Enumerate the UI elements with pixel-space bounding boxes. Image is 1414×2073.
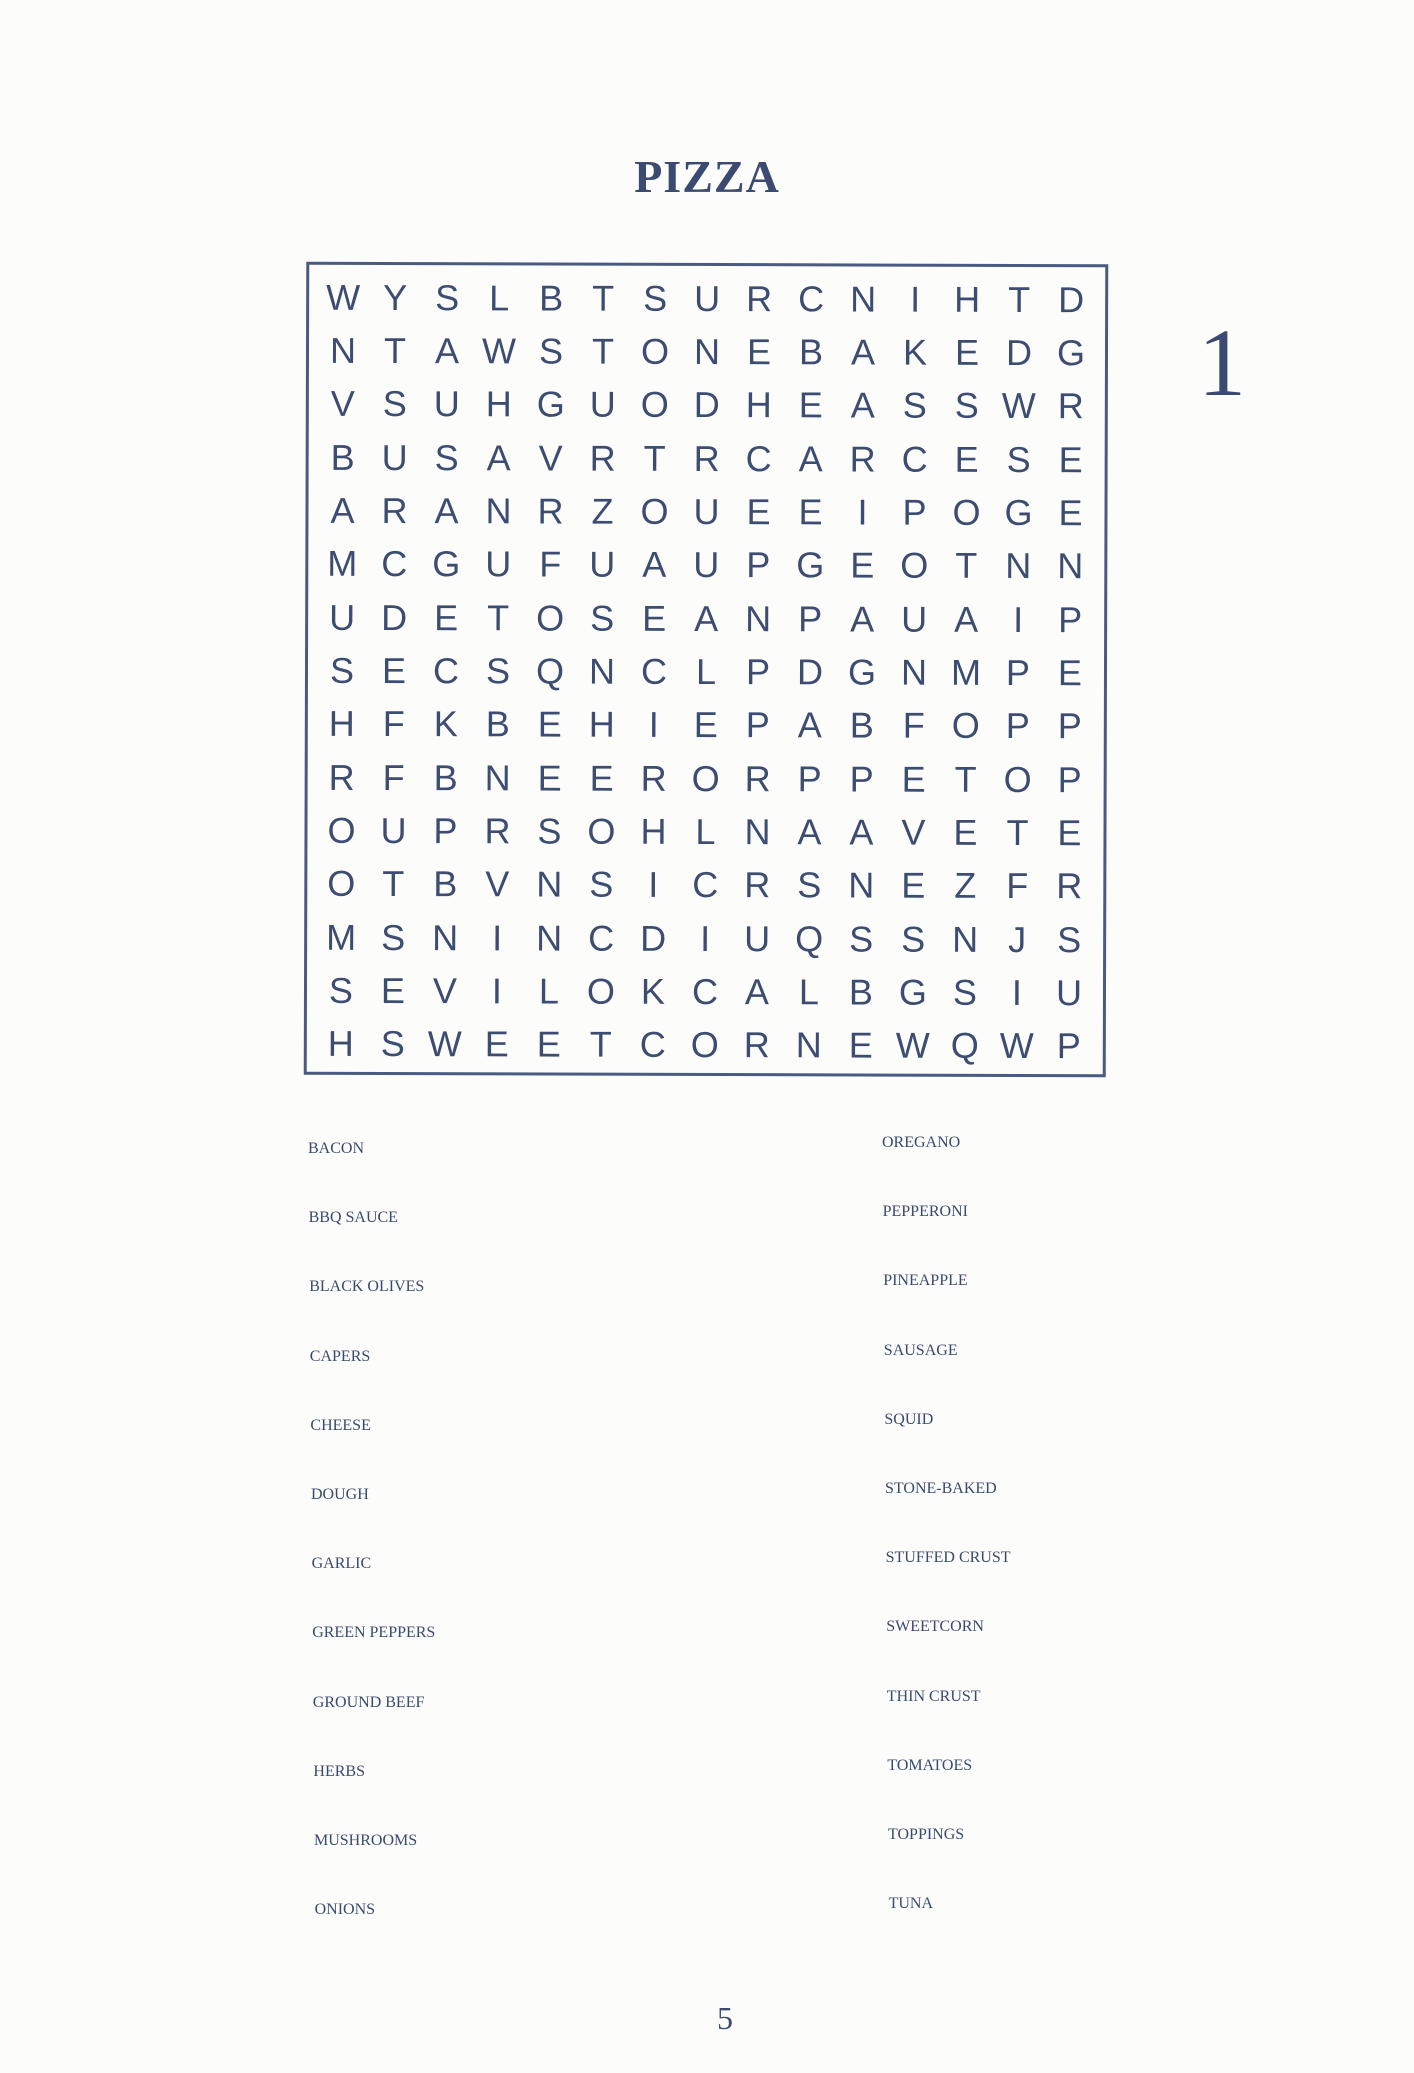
word-list-item: ONIONS — [314, 1901, 376, 1919]
grid-letter: R — [1057, 385, 1084, 427]
grid-letter: L — [695, 650, 717, 693]
grid-letter: D — [1005, 331, 1033, 374]
grid-letter: U — [901, 598, 928, 640]
grid-letter: E — [642, 597, 667, 639]
grid-letter: N — [1057, 545, 1084, 587]
grid-letter: H — [485, 383, 512, 425]
grid-letter: O — [327, 809, 356, 851]
grid-letter: I — [648, 864, 659, 906]
grid-letter: B — [798, 331, 824, 373]
grid-letter: R — [849, 438, 876, 480]
grid-letter: G — [536, 383, 565, 425]
grid-letter: C — [798, 277, 825, 320]
grid-letter: N — [745, 597, 772, 639]
grid-letter: B — [330, 436, 355, 478]
grid-letter: D — [1058, 278, 1085, 320]
grid-letter: T — [382, 863, 405, 905]
grid-letter: N — [900, 651, 928, 693]
grid-letter: P — [1057, 758, 1082, 800]
grid-letter: A — [434, 330, 460, 372]
grid-letter: N — [536, 917, 563, 959]
grid-letter: H — [588, 703, 615, 746]
grid-letter: U — [380, 809, 407, 852]
grid-letter: R — [484, 810, 511, 852]
grid-letter: E — [1058, 492, 1083, 534]
grid-letter: S — [537, 810, 562, 852]
grid-letter: E — [1057, 652, 1083, 694]
grid-letter: E — [798, 491, 823, 533]
grid-letter: F — [902, 704, 925, 747]
grid-letter: O — [640, 384, 669, 426]
grid-letter: H — [954, 278, 981, 320]
grid-letter: S — [643, 277, 668, 319]
word-list-item: THIN CRUST — [886, 1687, 981, 1705]
grid-letter: M — [327, 543, 358, 585]
grid-letter: N — [952, 918, 979, 960]
grid-letter: P — [798, 597, 823, 640]
grid-letter: O — [952, 491, 981, 533]
grid-letter: B — [485, 703, 510, 745]
grid-letter: N — [693, 330, 721, 373]
grid-letter: F — [382, 756, 405, 798]
grid-letter: T — [591, 330, 615, 372]
grid-letter: U — [1055, 972, 1083, 1014]
grid-letter: N — [1005, 545, 1032, 587]
grid-letter: E — [1058, 438, 1083, 480]
grid-letter: C — [432, 650, 460, 692]
grid-letter: E — [798, 384, 823, 426]
grid-letter: H — [328, 703, 355, 745]
grid-letter: N — [848, 864, 875, 906]
grid-letter: D — [381, 596, 408, 638]
letter-grid — [315, 271, 1098, 1073]
grid-letter: H — [327, 1023, 354, 1065]
grid-letter: P — [746, 544, 771, 586]
grid-letter: B — [849, 704, 874, 746]
grid-letter: R — [1056, 865, 1083, 907]
grid-letter: E — [746, 331, 772, 373]
grid-letter: S — [901, 918, 926, 960]
grid-letter: T — [487, 596, 510, 639]
grid-letter: W — [326, 276, 361, 318]
grid-letter: P — [1057, 705, 1082, 747]
word-list-item: CHEESE — [310, 1416, 371, 1434]
grid-letter: A — [797, 704, 822, 746]
grid-letter: R — [744, 864, 771, 906]
grid-letter: K — [433, 703, 458, 745]
grid-letter: P — [433, 810, 458, 852]
grid-letter: N — [485, 490, 512, 532]
grid-letter: B — [433, 863, 458, 905]
grid-letter: O — [951, 705, 980, 747]
grid-letter: D — [796, 651, 824, 693]
grid-letter: I — [910, 278, 921, 320]
grid-letter: S — [849, 918, 874, 960]
grid-letter: A — [330, 489, 355, 531]
word-list-item: STUFFED CRUST — [885, 1549, 1011, 1567]
grid-letter: L — [798, 971, 820, 1013]
page-number: 5 — [717, 2000, 733, 2036]
grid-letter: E — [693, 704, 718, 746]
grid-letter: H — [745, 384, 772, 426]
grid-letter: T — [954, 758, 977, 800]
word-list-item: STONE-BAKED — [885, 1480, 997, 1497]
grid-letter: R — [589, 437, 616, 479]
grid-letter: U — [694, 277, 721, 319]
grid-letter: P — [1005, 705, 1030, 747]
grid-letter: T — [1008, 278, 1031, 320]
grid-letter: N — [484, 756, 511, 799]
word-list-item: SQUID — [884, 1410, 934, 1428]
grid-letter: I — [492, 916, 503, 959]
grid-letter: C — [381, 543, 408, 585]
grid-letter: N — [744, 811, 771, 853]
grid-letter: E — [850, 544, 875, 586]
grid-letter: W — [895, 1024, 930, 1067]
grid-letter: K — [902, 331, 928, 373]
grid-letter: S — [538, 330, 564, 372]
word-list-item: OREGANO — [882, 1134, 961, 1151]
grid-letter: N — [850, 278, 877, 320]
word-list-item: PEPPERONI — [882, 1203, 968, 1221]
grid-letter: P — [902, 491, 927, 533]
grid-letter: A — [694, 597, 719, 639]
grid-letter: C — [640, 650, 668, 692]
grid-letter: P — [1005, 651, 1031, 694]
grid-letter: C — [639, 1024, 666, 1066]
grid-letter: R — [744, 757, 771, 799]
grid-letter: B — [539, 277, 564, 319]
grid-letter: S — [952, 971, 978, 1013]
grid-letter: G — [898, 971, 928, 1013]
grid-letter: E — [537, 757, 562, 799]
grid-letter: Q — [950, 1025, 979, 1067]
grid-letter: L — [538, 970, 560, 1012]
grid-letter: S — [328, 969, 354, 1011]
puzzle-number: 1 — [1198, 309, 1246, 416]
grid-letter: E — [746, 491, 771, 533]
grid-letter: R — [381, 489, 408, 532]
word-list-item: BACON — [308, 1140, 365, 1157]
word-list-item: BBQ SAUCE — [308, 1209, 398, 1227]
grid-letter: G — [796, 544, 825, 586]
grid-letter: O — [327, 863, 356, 905]
grid-letter: G — [847, 651, 877, 693]
grid-letter: W — [999, 1025, 1034, 1067]
grid-letter: E — [954, 438, 979, 480]
grid-letter: R — [640, 757, 667, 799]
grid-letter: S — [434, 436, 459, 478]
grid-letter: E — [901, 758, 926, 800]
grid-letter: I — [1013, 598, 1024, 640]
grid-letter: C — [588, 917, 615, 959]
grid-letter: O — [1003, 758, 1032, 800]
grid-letter: S — [590, 597, 615, 639]
grid-letter: A — [849, 811, 874, 853]
grid-letter: S — [797, 864, 822, 906]
grid-letter: E — [536, 1023, 561, 1065]
grid-letter: R — [743, 1024, 770, 1066]
grid-letter: A — [850, 384, 875, 426]
grid-letter: E — [484, 1023, 509, 1065]
word-list-item: GROUND BEEF — [312, 1693, 425, 1711]
word-list-item: HERBS — [313, 1762, 365, 1780]
word-list-item: TUNA — [888, 1895, 934, 1913]
grid-letter: G — [1056, 332, 1086, 374]
grid-letter: S — [381, 916, 406, 958]
grid-letter: N — [795, 1024, 822, 1066]
grid-letter: A — [797, 811, 822, 853]
grid-letter: N — [588, 650, 616, 692]
grid-letter: V — [538, 437, 563, 479]
grid-letter: P — [745, 704, 770, 746]
word-search-grid — [304, 262, 1109, 1078]
grid-letter: T — [589, 1023, 612, 1066]
grid-letter: G — [1004, 491, 1033, 534]
grid-letter: P — [1058, 598, 1083, 640]
word-list-item: MUSHROOMS — [314, 1832, 418, 1849]
grid-letter: V — [432, 970, 458, 1012]
grid-letter: O — [900, 544, 929, 587]
word-list-item: GARLIC — [311, 1555, 372, 1573]
grid-letter: E — [434, 596, 459, 638]
page-title: PIZZA — [634, 151, 780, 202]
grid-letter: O — [640, 330, 670, 372]
grid-letter: C — [692, 864, 719, 906]
word-list-item: CAPERS — [309, 1347, 371, 1365]
grid-letter: J — [1008, 918, 1027, 960]
grid-letter: T — [383, 329, 407, 372]
grid-letter: T — [592, 277, 615, 319]
grid-letter: F — [1006, 865, 1029, 907]
grid-letter: E — [901, 864, 926, 907]
grid-letter: U — [693, 490, 720, 533]
grid-letter: U — [485, 543, 512, 585]
word-list-item: SWEETCORN — [886, 1618, 984, 1636]
grid-letter: B — [433, 756, 458, 798]
grid-letter: W — [1001, 385, 1036, 427]
grid-letter: A — [850, 331, 876, 373]
grid-letter: A — [850, 598, 875, 640]
grid-letter: I — [700, 917, 711, 959]
grid-letter: D — [640, 917, 667, 959]
grid-letter: S — [435, 276, 460, 318]
grid-letter: S — [902, 384, 927, 427]
grid-letter: Q — [535, 650, 565, 692]
grid-letter: P — [849, 758, 874, 800]
word-list-item: TOMATOES — [887, 1756, 973, 1774]
grid-letter: Y — [383, 276, 408, 318]
grid-letter: Z — [954, 865, 977, 907]
grid-letter: V — [901, 811, 926, 853]
grid-letter: U — [329, 596, 356, 638]
grid-letter: I — [857, 491, 868, 533]
grid-letter: U — [433, 383, 460, 425]
grid-letter: V — [330, 383, 355, 425]
grid-letter: N — [432, 916, 459, 958]
grid-letter: O — [690, 1024, 719, 1066]
grid-letter: O — [536, 597, 565, 639]
grid-letter: F — [539, 543, 562, 585]
grid-letter: A — [434, 490, 459, 532]
grid-letter: T — [643, 437, 666, 479]
grid-letter: R — [693, 437, 720, 479]
grid-letter: K — [640, 970, 666, 1012]
word-list-item: DOUGH — [311, 1486, 369, 1503]
grid-letter: G — [432, 543, 461, 585]
grid-letter: C — [745, 437, 772, 479]
grid-letter: B — [848, 971, 874, 1013]
grid-letter: N — [329, 329, 357, 371]
grid-letter: S — [1006, 438, 1031, 480]
grid-letter: U — [589, 543, 616, 586]
grid-letter: F — [382, 703, 405, 745]
grid-letter: S — [485, 650, 511, 692]
grid-letter: S — [329, 649, 355, 691]
grid-letter: R — [537, 490, 564, 532]
grid-letter: C — [691, 970, 719, 1013]
grid-letter: O — [587, 810, 616, 852]
grid-letter: E — [953, 811, 978, 853]
grid-letter: E — [589, 757, 614, 799]
grid-letter: O — [640, 490, 669, 532]
grid-letter: I — [648, 704, 659, 746]
grid-letter: P — [1056, 1025, 1081, 1067]
word-list-item: SAUSAGE — [883, 1341, 958, 1359]
grid-letter: W — [427, 1023, 462, 1065]
grid-letter: Q — [795, 917, 824, 960]
word-list-item: TOPPINGS — [888, 1826, 965, 1843]
grid-letter: E — [848, 1024, 873, 1066]
grid-letter: L — [695, 810, 716, 853]
grid-letter: Z — [591, 490, 614, 532]
grid-letter: S — [589, 863, 614, 906]
grid-letter: E — [381, 649, 407, 692]
grid-letter: A — [744, 971, 770, 1013]
grid-letter: P — [797, 757, 822, 800]
word-list-item: BLACK OLIVES — [309, 1278, 425, 1296]
grid-letter: V — [485, 863, 510, 905]
grid-letter: A — [642, 544, 667, 586]
grid-letter: L — [489, 276, 510, 319]
grid-letter: M — [326, 916, 357, 958]
grid-letter: O — [586, 970, 616, 1012]
grid-letter: M — [950, 651, 982, 693]
grid-letter: S — [380, 1023, 405, 1065]
grid-letter: E — [1057, 812, 1082, 854]
grid-letter: E — [954, 331, 980, 373]
grid-letter: U — [381, 436, 408, 478]
grid-letter: A — [486, 436, 511, 479]
grid-letter: E — [380, 969, 406, 1012]
grid-letter: S — [1057, 918, 1082, 960]
grid-letter: W — [481, 330, 517, 372]
word-list-item: GREEN PEPPERS — [312, 1624, 436, 1642]
grid-letter: T — [955, 545, 978, 587]
grid-letter: N — [536, 863, 563, 905]
grid-letter: C — [901, 438, 928, 480]
grid-letter: O — [691, 757, 720, 799]
grid-letter: A — [954, 598, 979, 640]
word-list-item: PINEAPPLE — [883, 1272, 968, 1290]
grid-letter: P — [745, 651, 771, 693]
grid-letter: T — [1006, 811, 1029, 853]
grid-letter: H — [640, 810, 667, 852]
grid-letter: A — [798, 437, 823, 480]
grid-letter: I — [1011, 971, 1023, 1013]
grid-letter: R — [328, 756, 355, 798]
grid-letter: U — [589, 383, 616, 426]
grid-letter: D — [693, 384, 720, 426]
grid-letter: R — [746, 277, 773, 319]
grid-letter: S — [382, 383, 407, 425]
grid-letter: U — [693, 544, 720, 586]
grid-letter: U — [744, 917, 771, 959]
grid-letter: I — [491, 970, 503, 1012]
grid-letter: S — [954, 385, 979, 427]
grid-letter: E — [537, 703, 562, 745]
